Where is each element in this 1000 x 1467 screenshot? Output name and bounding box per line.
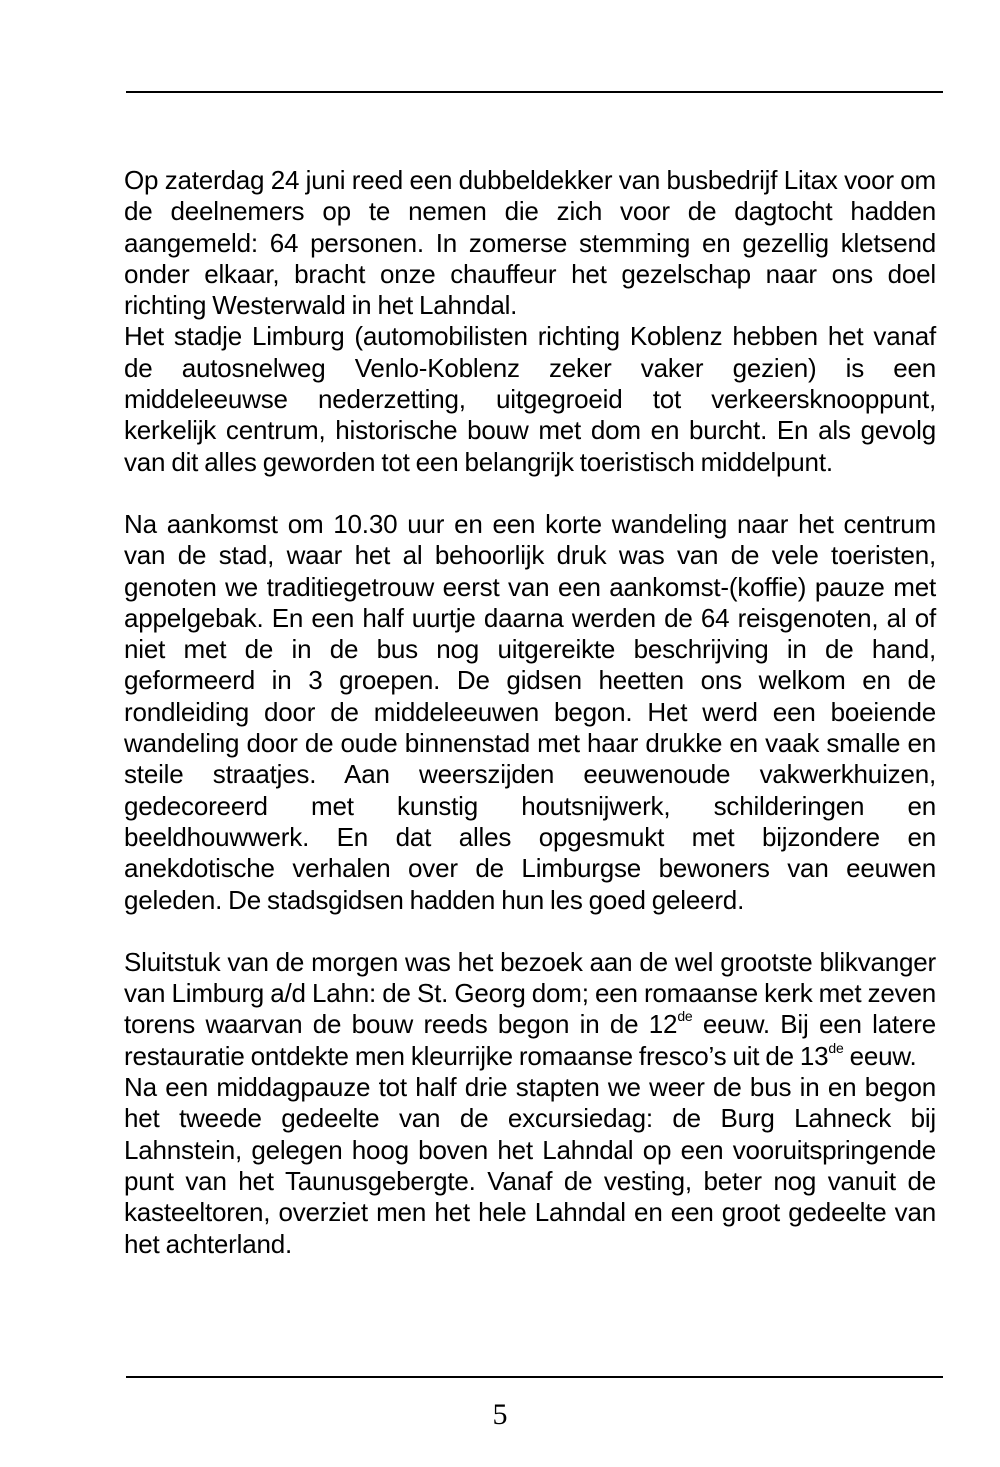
paragraph-cathedral-text-3: eeuw. bbox=[843, 1040, 917, 1071]
header-rule bbox=[126, 91, 943, 93]
paragraph-gap bbox=[124, 916, 936, 947]
page-number: 5 bbox=[492, 1398, 508, 1431]
ordinal-suffix: de bbox=[828, 1039, 844, 1056]
footer-rule bbox=[126, 1376, 943, 1378]
paragraph-cathedral-text-2: eeuw. Bij een latere restauratie ontdekte men kleurrijke romaanse fresco’s uit de 13 bbox=[124, 1009, 936, 1071]
paragraph-city-tour: Na aankomst om 10.30 uur en een korte wandeling naar het centrum van de stad, waar het al behoorlijk druk was van de vele toeristen, genoten we traditiegetrouw eerst van een aankomst-(koffie) pauze met appelgebak. En een half uurtje daarna werden de 64 reisgenoten, al of niet met de in de bus nog uitgereikte beschrijving in de hand, geformeerd in 3 groepen. De gidsen heetten ons welkom en de rondleiding door de middeleeuwen begon. Het werd een boeiende wandeling door de oude binnenstad met haar drukke en vaak smalle en steile straatjes. Aan weerszijden eeuwenoude vakwerkhuizen, gedecoreerd met kunstig houtsnijwerk, schilderingen en beeldhouwwerk. En dat alles opgesmukt met bijzondere en anekdotische verhalen over de Limburgse bewoners van eeuwen geleden. De stadsgidsen hadden hun les goed geleerd. bbox=[124, 508, 936, 915]
paragraph-cathedral bbox=[124, 947, 936, 1072]
paragraph-cathedral-text-1: Sluitstuk van de morgen was het bezoek aan de wel grootste blikvanger van Limburg a/d Lahn: de St. Georg dom; een romaanse kerk met zeven torens waarvan de bouw reeds begon in de 12 bbox=[124, 946, 936, 1040]
paragraph-gap bbox=[124, 478, 936, 509]
article-body bbox=[124, 165, 936, 1260]
paragraph-limburg-intro: Het stadje Limburg (automobilisten richting Koblenz hebben het vanaf de autosnelweg Venlo-Koblenz zeker vaker gezien) is een middeleeuwse nederzetting, uitgegroeid tot verkeersknooppunt, kerkelijk centrum, historische bouw met dom en burcht. En als gevolg van dit alles geworden tot een belangrijk toeristisch middelpunt. bbox=[124, 321, 936, 477]
ordinal-suffix: de bbox=[677, 1008, 693, 1025]
paragraph-burg-lahneck: Na een middagpauze tot half drie stapten we weer de bus in en begon het tweede gedeelte van de excursiedag: de Burg Lahneck bij Lahnstein, gelegen hoog boven het Lahndal op een vooruitspringende punt van het Taunusgebergte. Vanaf de vesting, beter nog vanuit de kasteeltoren, overziet men het hele Lahndal en een groot gedeelte van het achterland. bbox=[124, 1072, 936, 1259]
paragraph-departure: Op zaterdag 24 juni reed een dubbeldekker van busbedrijf Litax voor om de deelnemers op te nemen die zich voor de dagtocht hadden aangemeld: 64 personen. In zomerse stemming en gezellig kletsend onder elkaar, bracht onze chauffeur het gezelschap naar ons doel richting Westerwald in het Lahndal. bbox=[124, 165, 936, 321]
